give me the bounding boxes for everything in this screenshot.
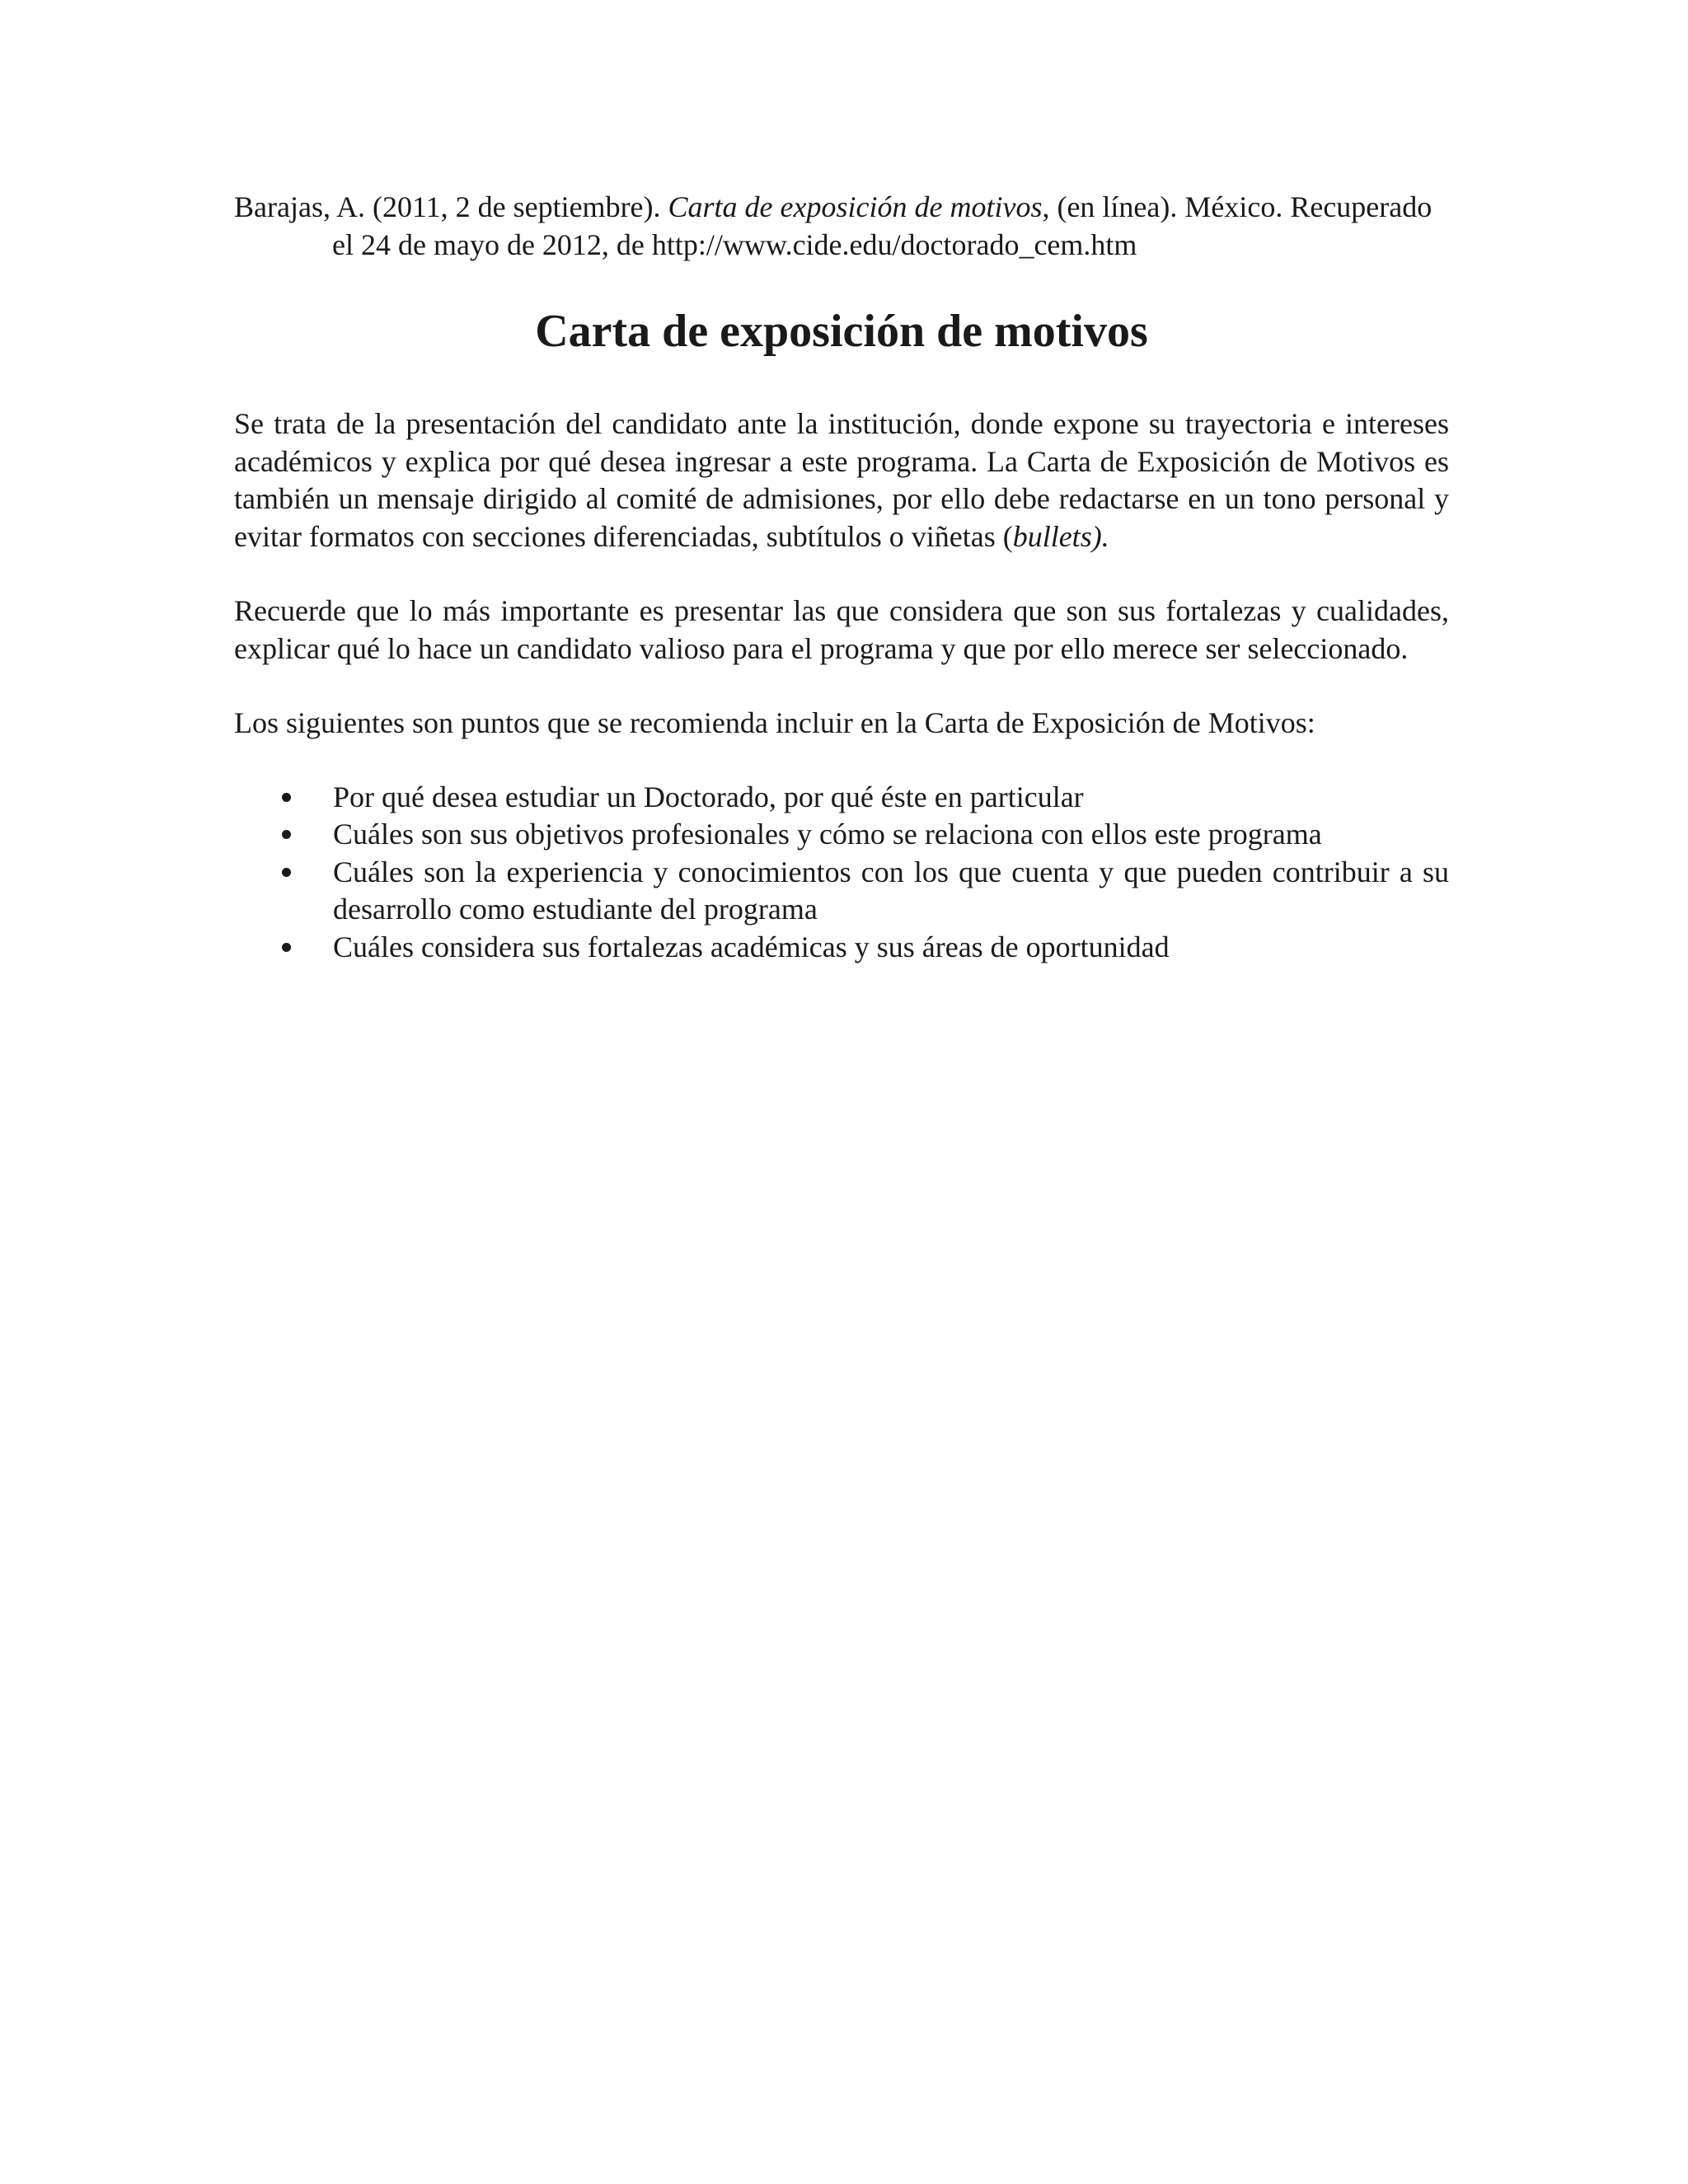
list-item-text: Por qué desea estudiar un Doctorado, por qué éste en particular [333,780,1084,813]
list-item-text: Cuáles son sus objetivos profesionales y cómo se relaciona con ellos este programa [333,818,1322,851]
bullet-icon [282,868,291,877]
reminder-paragraph: Recuerde que lo más importante es presentar las que considera que son sus fortalezas y cualidades, explicar qué lo hace un candidato valioso para el programa y que por ello merece ser seleccionado. [234,594,1449,665]
bullet-icon [282,830,291,839]
bullet-icon [282,943,291,952]
citation-prefix: Barajas, A. (2011, 2 de septiembre). [234,190,668,223]
recommended-points-list [234,779,1449,967]
intro-paragraph-text: Se trata de la presentación del candidato ante la institución, donde expone su trayectoria e intereses académicos y explica por qué desea ingresar a este programa. La Carta de Exposición de Motivos es también un mensaje dirigido al comité de admisiones, por ello debe redactarse en un tono personal y evitar formatos con secciones diferenciadas, subtítulos o viñetas ( [234,407,1449,553]
list-item [234,816,1449,854]
list-item-text: Cuáles son la experiencia y conocimientos con los que cuenta y que pueden contribuir a su desarrollo como estudiante del programa [333,855,1449,926]
list-item [234,854,1449,929]
list-item [234,779,1449,817]
citation-suffix: , (en línea). México. Recuperado el 24 de mayo de 2012, de http://www.cide.edu/doctorado_cem.htm [332,190,1432,261]
intro-paragraph [234,405,1449,555]
points-intro-paragraph: Los siguientes son puntos que se recomienda incluir en la Carta de Exposición de Motivos: [234,706,1315,739]
intro-paragraph-italic: bullets). [1012,519,1109,553]
bullet-icon [282,793,291,802]
list-item [234,929,1449,967]
list-item-text: Cuáles considera sus fortalezas académicas y sus áreas de oportunidad [333,930,1170,963]
document-content [234,188,1449,966]
citation [234,188,1449,264]
citation-title: Carta de exposición de motivos [668,190,1043,223]
document-title: Carta de exposición de motivos [535,306,1148,357]
